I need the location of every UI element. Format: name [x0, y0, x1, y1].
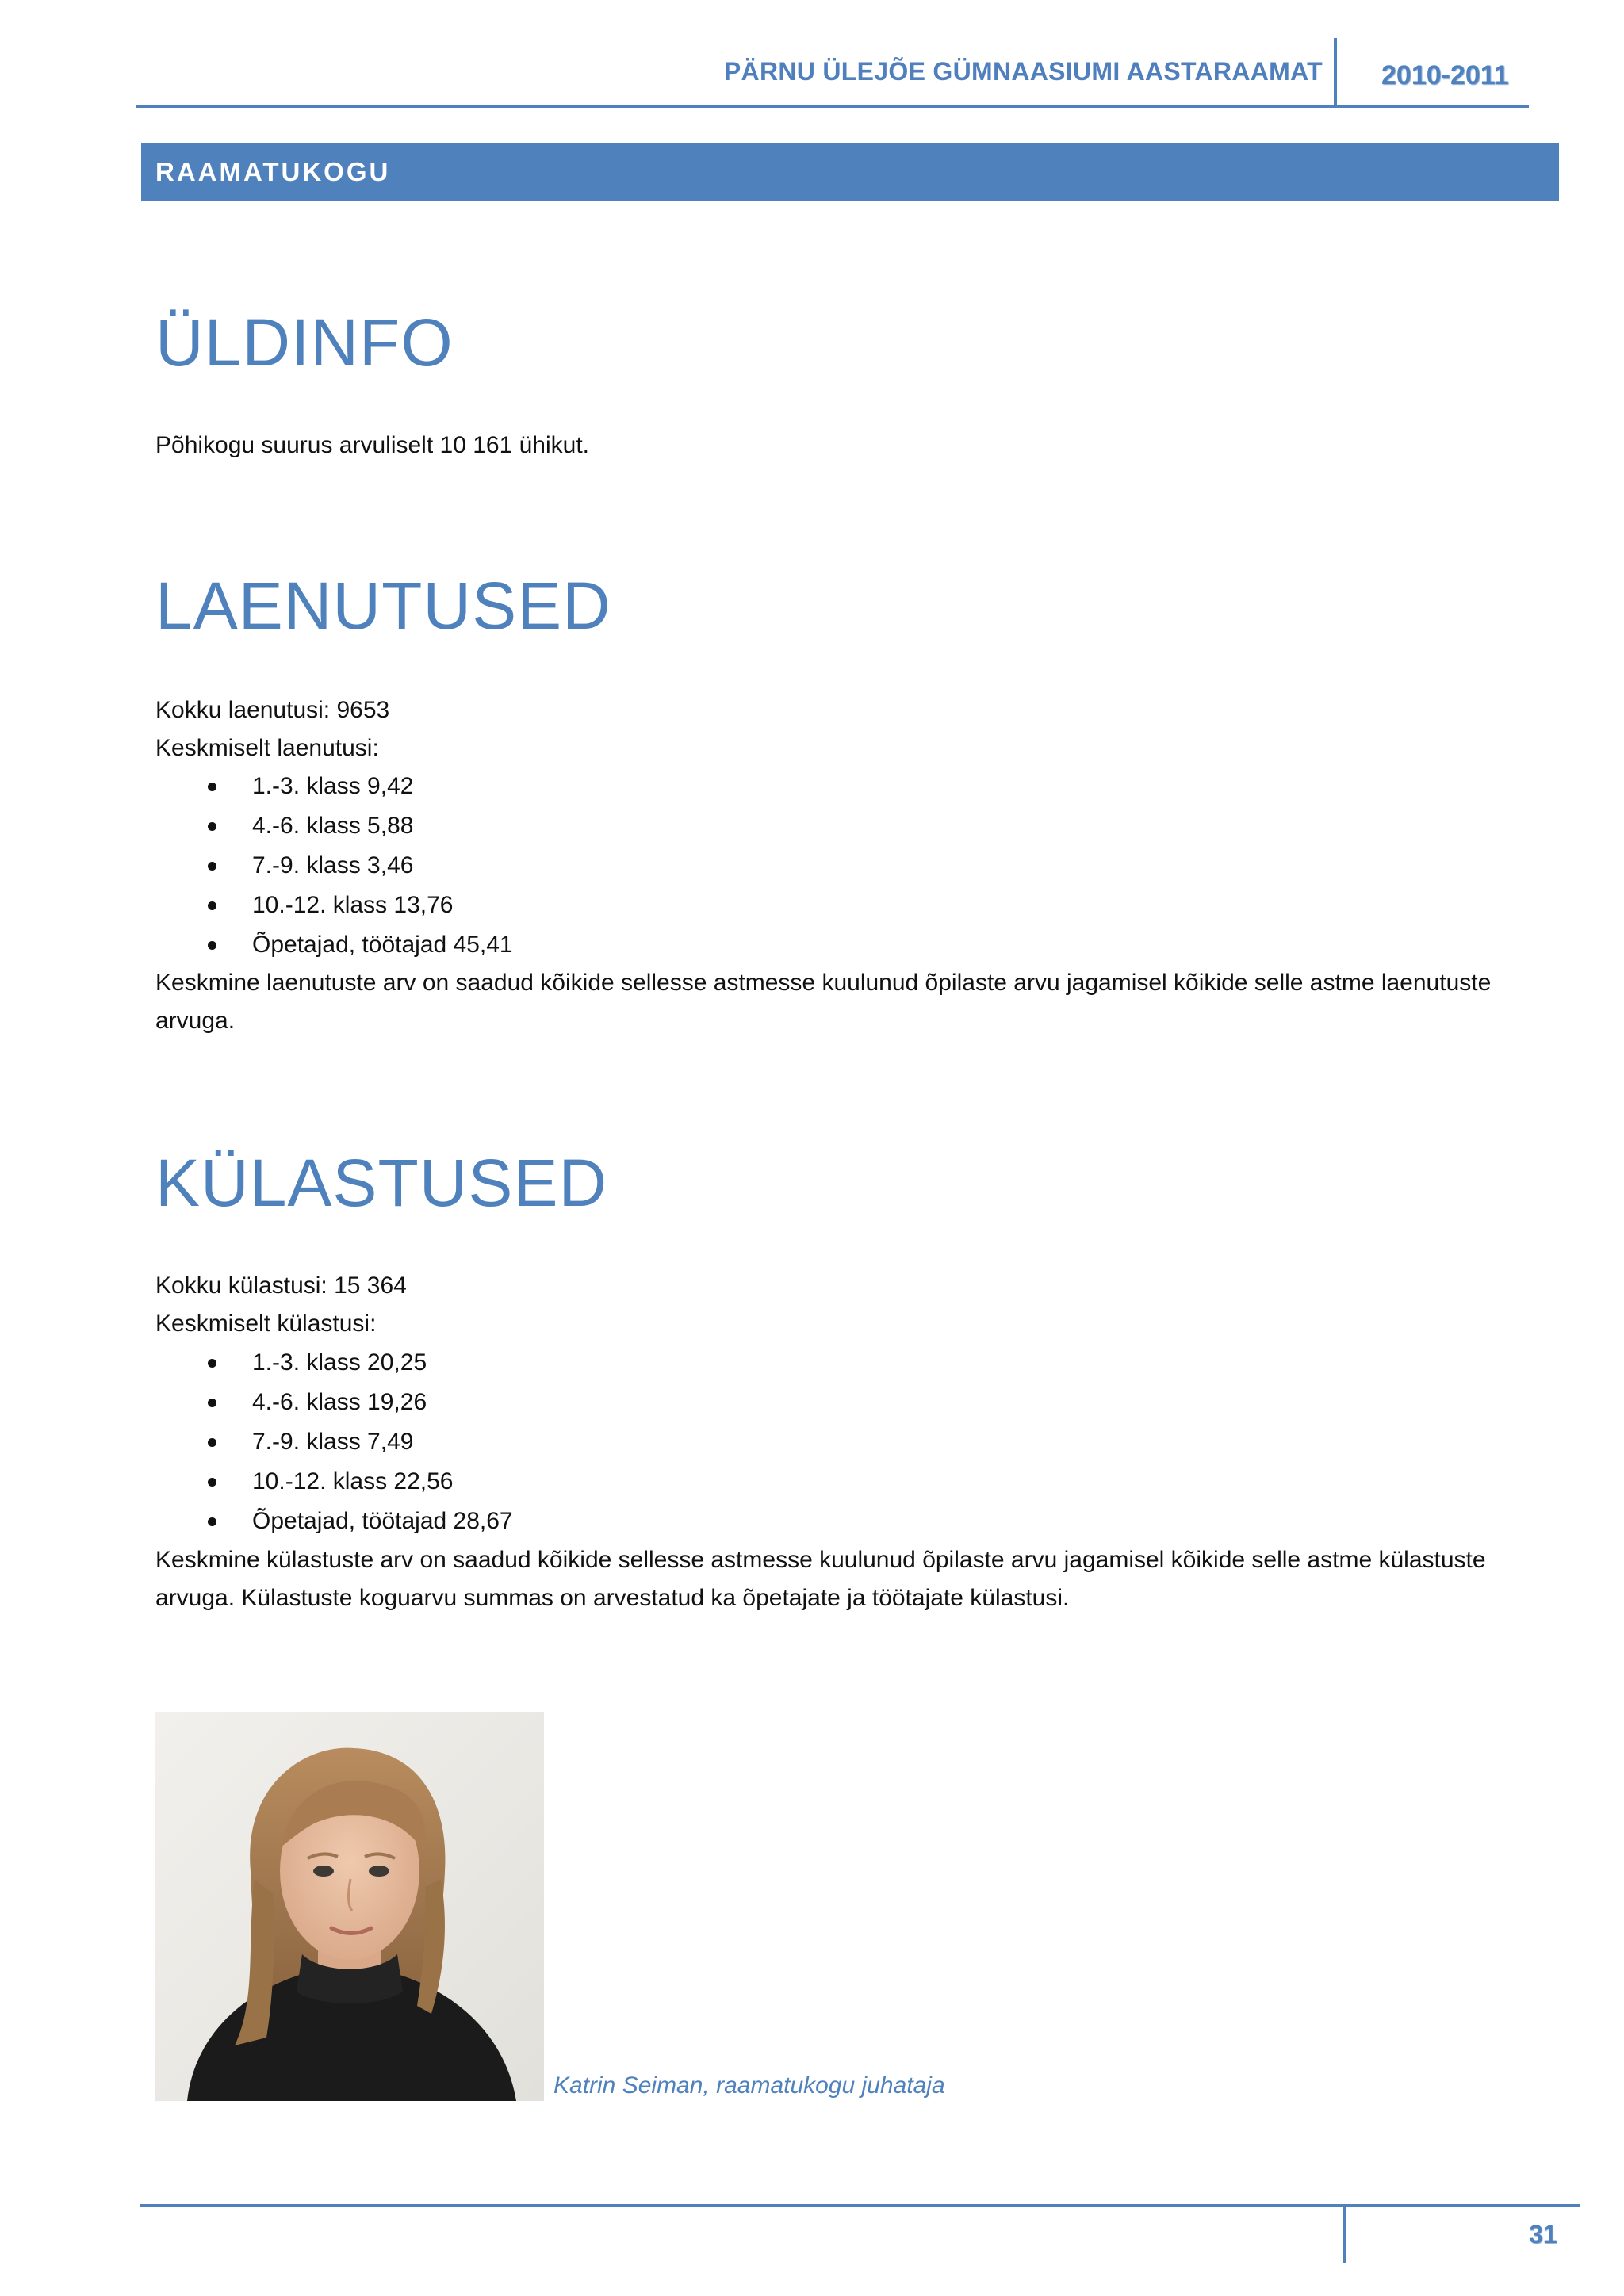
list-item: [155, 1462, 513, 1502]
running-header-year: 2010-2011: [1381, 60, 1509, 90]
laenutused-avg-label: Keskmiselt laenutusi:: [155, 735, 379, 761]
list-item: [155, 846, 513, 886]
header-rule: [136, 105, 1529, 108]
running-header-title: PÄRNU ÜLEJÕE GÜMNAASIUMI AASTARAAMAT: [723, 57, 1323, 86]
section-banner: [141, 143, 1559, 201]
laenutused-total: Kokku laenutusi: 9653: [155, 697, 390, 723]
kulastused-list: [155, 1343, 513, 1541]
laenutused-list: [155, 767, 513, 965]
bullet-icon: [208, 862, 216, 871]
list-item: [155, 886, 513, 925]
bullet-icon: [208, 1359, 216, 1368]
header-divider: [1334, 38, 1337, 106]
list-item-text: 7.-9. klass 3,46: [252, 852, 414, 878]
bullet-icon: [208, 822, 216, 831]
bullet-icon: [208, 1517, 216, 1526]
section-banner-label: RAAMATUKOGU: [155, 157, 391, 186]
list-item-text: 4.-6. klass 19,26: [252, 1389, 427, 1415]
bullet-icon: [208, 901, 216, 910]
list-item: [155, 1383, 513, 1422]
portrait-illustration: [155, 1712, 544, 2101]
heading-laenutused: LAENUTUSED: [155, 568, 611, 643]
list-item-text: 7.-9. klass 7,49: [252, 1429, 414, 1455]
uldinfo-text: Põhikogu suurus arvuliselt 10 161 ühikut.: [155, 432, 590, 458]
kulastused-note: Keskmine külastuste arv on saadud kõikide sellesse astmesse kuulunud õpilaste arvu jagamisel kõikide selle astme külastuste arvuga. Külastuste koguarvu summas on arvestatud ka õpetajate ja töötajate külastusi.: [155, 1547, 1486, 1611]
page-number: 31: [1529, 2220, 1557, 2248]
kulastused-avg-label: Keskmiselt külastusi:: [155, 1311, 377, 1337]
bullet-icon: [208, 1438, 216, 1447]
list-item: [155, 925, 513, 965]
list-item-text: 4.-6. klass 5,88: [252, 813, 414, 839]
right-eye: [369, 1866, 389, 1877]
list-item-text: 10.-12. klass 22,56: [252, 1468, 454, 1494]
list-item: [155, 767, 513, 806]
heading-uldinfo: ÜLDINFO: [155, 305, 454, 380]
list-item-text: 1.-3. klass 9,42: [252, 773, 414, 799]
list-item-text: Õpetajad, töötajad 28,67: [252, 1508, 513, 1534]
list-item: [155, 806, 513, 846]
left-eye: [313, 1866, 334, 1877]
bullet-icon: [208, 941, 216, 950]
footer-divider: [1343, 2206, 1346, 2263]
list-item-text: 1.-3. klass 20,25: [252, 1349, 427, 1376]
list-item-text: 10.-12. klass 13,76: [252, 892, 454, 918]
bullet-icon: [208, 1399, 216, 1407]
bullet-icon: [208, 1478, 216, 1487]
heading-kulastused: KÜLASTUSED: [155, 1146, 608, 1220]
portrait-photo: [155, 1712, 544, 2101]
kulastused-total: Kokku külastusi: 15 364: [155, 1272, 407, 1299]
list-item: [155, 1422, 513, 1462]
list-item-text: Õpetajad, töötajad 45,41: [252, 932, 513, 958]
footer-rule: [140, 2204, 1580, 2207]
laenutused-note: Keskmine laenutuste arv on saadud kõikide sellesse astmesse kuulunud õpilaste arvu jagamisel kõikide selle astme laenutuste arvuga.: [155, 970, 1492, 1034]
list-item: [155, 1502, 513, 1541]
list-item: [155, 1343, 513, 1383]
bullet-icon: [208, 783, 216, 791]
photo-caption: Katrin Seiman, raamatukogu juhataja: [553, 2072, 945, 2099]
